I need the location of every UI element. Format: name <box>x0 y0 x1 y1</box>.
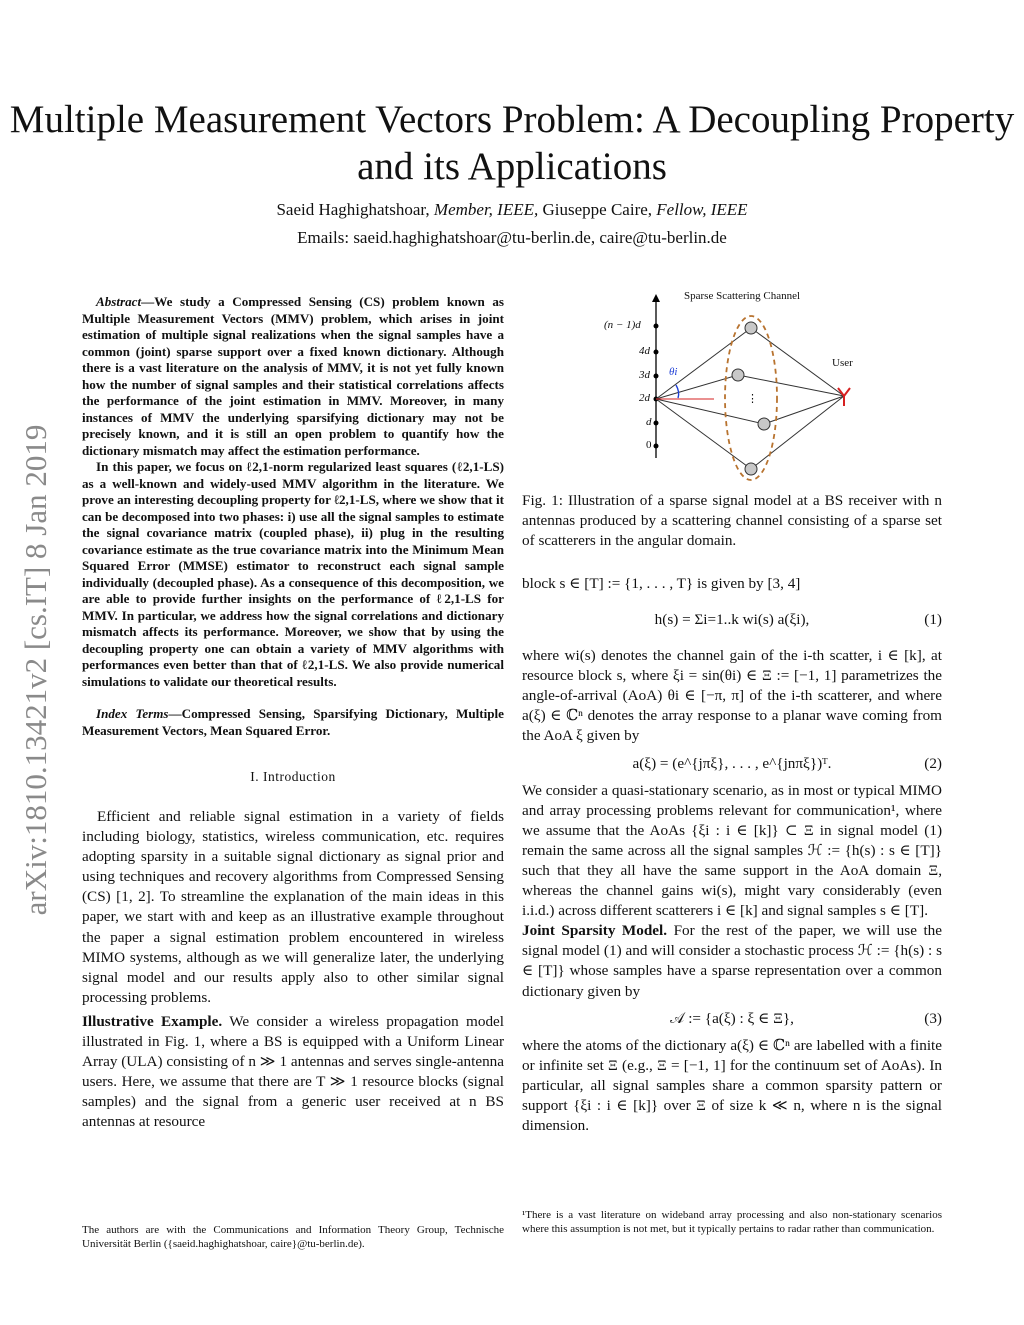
right-column <box>522 574 942 1136</box>
equation-3-text: 𝒜 := {a(ξ) : ξ ∈ Ξ}, <box>670 1009 794 1027</box>
abstract-lead: Abstract <box>96 294 142 309</box>
quasi-stationary-text: We consider a quasi-stationary scenario, as in most or typical MIMO and array processing problems relevant for communication¹, where we assume that the AoAs {ξi : i ∈ [k]} ⊂ Ξ in signal model (1) remain the same across all the signal samples ℋ := {h(s) : s ∈ [T]} such that they all have the same support in the AoA domain Ξ, whereas the channel gains wi(s), might vary considerably (even i.i.d.) across different scatterers i ∈ [k] and signal samples s ∈ [T]. <box>522 781 942 920</box>
where-text-1: where wi(s) denotes the channel gain of the i-th scatter, i ∈ [k], at resource block s, where ξi = sin(θi) ∈ Ξ := [−1, 1] parametrizes the angle-of-arrival (AoA) θi ∈ [−π, π] of the i-th scatterer, and where a(ξ) ∈ ℂⁿ denotes the array response to a planar wave coming from the AoA ξ given by <box>522 647 942 745</box>
illustrative-lead: Illustrative Example. <box>82 1012 223 1030</box>
antenna-dot <box>654 324 659 329</box>
author-1-role: Member, IEEE, <box>433 200 539 219</box>
abstract-p2: In this paper, we focus on ℓ2,1-norm regularized least squares (ℓ2,1-LS) as a well-known and widely-used MMV algorithm in the literature. We prove an interesting decoupling property for ℓ2,1-LS, where we show that it can be decomposed into two phases: i) use all the signal samples to estimate the signal covariance matrix (coupled phase), ii) plug in the resulting covariance estimate as the true covariance matrix into the Minimum Mean Squared Error (MMSE) estimator to reconstruct each signal sample individually (decoupled phase). As a consequence of this decomposition, we are able to provide further insights on the performance of ℓ2,1-LS for MMV. In particular, we address how the signal correlations and dictionary mismatch affects its performance. Moreover, we show that by using the decoupling property one can obtain a variety of MMV algorithms with performances even better than that of ℓ2,1-LS. We also provide numerical simulations to validate our theoretical results. <box>82 459 504 689</box>
scattering-diagram <box>596 284 896 490</box>
channel-label: Sparse Scattering Channel <box>684 290 801 302</box>
right-footnote: ¹There is a vast literature on wideband array processing and also non-stationary scenarios where this assumption is not met, but it typically pertains to radar rather than communication. <box>522 1209 942 1235</box>
user-label: User <box>832 357 853 369</box>
equation-3-number: (3) <box>924 1009 942 1027</box>
figure-1 <box>596 284 896 490</box>
index-terms-text: —Compressed Sensing, Sparsifying Dictionary, Multiple Measurement Vectors, Mean Squared Error. <box>82 706 504 738</box>
index-terms-lead: Index Terms <box>96 706 169 721</box>
author-2: Giuseppe Caire, <box>542 200 653 219</box>
equation-2-number: (2) <box>924 754 942 772</box>
antenna-dot <box>654 444 659 449</box>
scatterer <box>732 369 744 381</box>
antenna-label: 0 <box>646 439 652 451</box>
scatterer <box>745 322 757 334</box>
antenna-label: 2d <box>639 392 650 404</box>
index-terms <box>82 706 504 739</box>
antenna-dot <box>654 421 659 426</box>
abstract <box>82 294 504 690</box>
antenna-label: d <box>646 416 652 428</box>
path-line <box>751 328 844 396</box>
equation-3 <box>522 1002 942 1036</box>
left-column <box>82 294 504 1133</box>
scatterer <box>745 463 757 475</box>
introduction <box>82 807 504 1133</box>
equation-1-text: h(s) = Σi=1..k wi(s) a(ξi), <box>654 611 810 629</box>
scatterer <box>758 418 770 430</box>
abstract-p1: —We study a Compressed Sensing (CS) problem known as Multiple Measurement Vectors (MMV) problem, which arises in joint estimation of multiple signal realizations when the signal samples have a common (joint) sparse support over a fixed known dictionary. Although there is a vast literature on the analysis of MMV, it is not yet fully known how the number of signal samples and their statistical correlations affects the performance of the joint estimation in MMV. Moreover, in many instances of MMV the underlying sparsifying dictionary may not be precisely known, and it is still an open problem to quantify how the dictionary mismatch may affect the estimation performance. <box>82 294 504 458</box>
equation-2 <box>522 747 942 781</box>
author-line <box>0 200 1024 220</box>
antenna-dot <box>654 374 659 379</box>
array-arrow <box>652 294 660 302</box>
equation-2-text: a(ξ) = (e^{jπξ}, . . . , e^{jnπξ})ᵀ. <box>632 754 832 772</box>
paper-title: Multiple Measurement Vectors Problem: A Decoupling Property and its Applications <box>9 98 1015 188</box>
joint-sparsity-text: For the rest of the paper, we will use the signal model (1) and will consider a stochastic process ℋ := {h(s) : s ∈ [T]} whose samples have a sparse representation over a common dictionary given by <box>522 922 942 1000</box>
antenna-dot <box>654 350 659 355</box>
antenna-label: 4d <box>639 345 650 357</box>
path-line <box>751 396 844 469</box>
antenna-label: (n − 1)d <box>604 319 641 331</box>
arxiv-id: arXiv:1810.13421v2 [cs.IT] 8 Jan 2019 <box>18 424 53 916</box>
intro-p1: Efficient and reliable signal estimation in a variety of fields including biology, statistics, wireless communication, etc. requires adopting sparsity in a suitable signal dictionary as signal prior and using techniques and recovery algorithms from Compressed Sensing (CS) [1, 2]. To streamline the explanation of the main ideas in this paper, we start with and keep as an illustrative example throughout the paper a signal estimation problem encountered in wireless MIMO systems, although as we will generalize later, the underlying signal model and our results apply also to other similar signal processing problems. <box>82 808 504 1006</box>
figure-caption: Fig. 1: Illustration of a sparse signal model at a BS receiver with n antennas produced by a scattering channel consisting of a sparse set of scatterers in the angular domain. <box>522 492 942 550</box>
angle-arc <box>676 385 679 398</box>
author-1: Saeid Haghighatshoar, <box>276 200 430 219</box>
author-2-role: Fellow, IEEE <box>656 200 748 219</box>
block-text: block s ∈ [T] := {1, . . . , T} is given by [3, 4] <box>522 575 801 592</box>
dots-label: ⋮ <box>747 393 758 405</box>
equation-1 <box>522 594 942 646</box>
path-line <box>656 328 751 399</box>
atoms-text: where the atoms of the dictionary a(ξ) ∈ ℂⁿ are labelled with a finite or infinite set Ξ (e.g., Ξ = [−1, 1] for the continuum set of AoAs). In particular, all signal samples share a common sparsity pattern or support {ξi : i ∈ [k]} over Ξ of size k ≪ n, where n is the signal dimension. <box>522 1036 942 1134</box>
equation-1-number: (1) <box>924 611 942 629</box>
antenna-label: 3d <box>639 369 650 381</box>
theta-label: θi <box>669 366 678 378</box>
joint-sparsity-lead: Joint Sparsity Model. <box>522 922 668 940</box>
intro-p2: We consider a wireless propagation model illustrated in Fig. 1, where a BS is equipped with a Uniform Linear Array (ULA) consisting of n ≫ 1 antennas and serves single-antenna users. Here, we assume that there are T ≫ 1 resource blocks (signal samples) and the signal from a generic user received at n BS antennas at resource <box>82 1012 505 1131</box>
emails: Emails: saeid.haghighatshoar@tu-berlin.de, caire@tu-berlin.de <box>297 228 727 247</box>
arxiv-sidebar <box>6 380 66 960</box>
left-footnote: The authors are with the Communications and Information Theory Group, Technische Universität Berlin ({saeid.haghighatshoar, caire}@tu-berlin.de). <box>82 1224 504 1250</box>
section-heading: I. Introduction <box>250 769 336 784</box>
